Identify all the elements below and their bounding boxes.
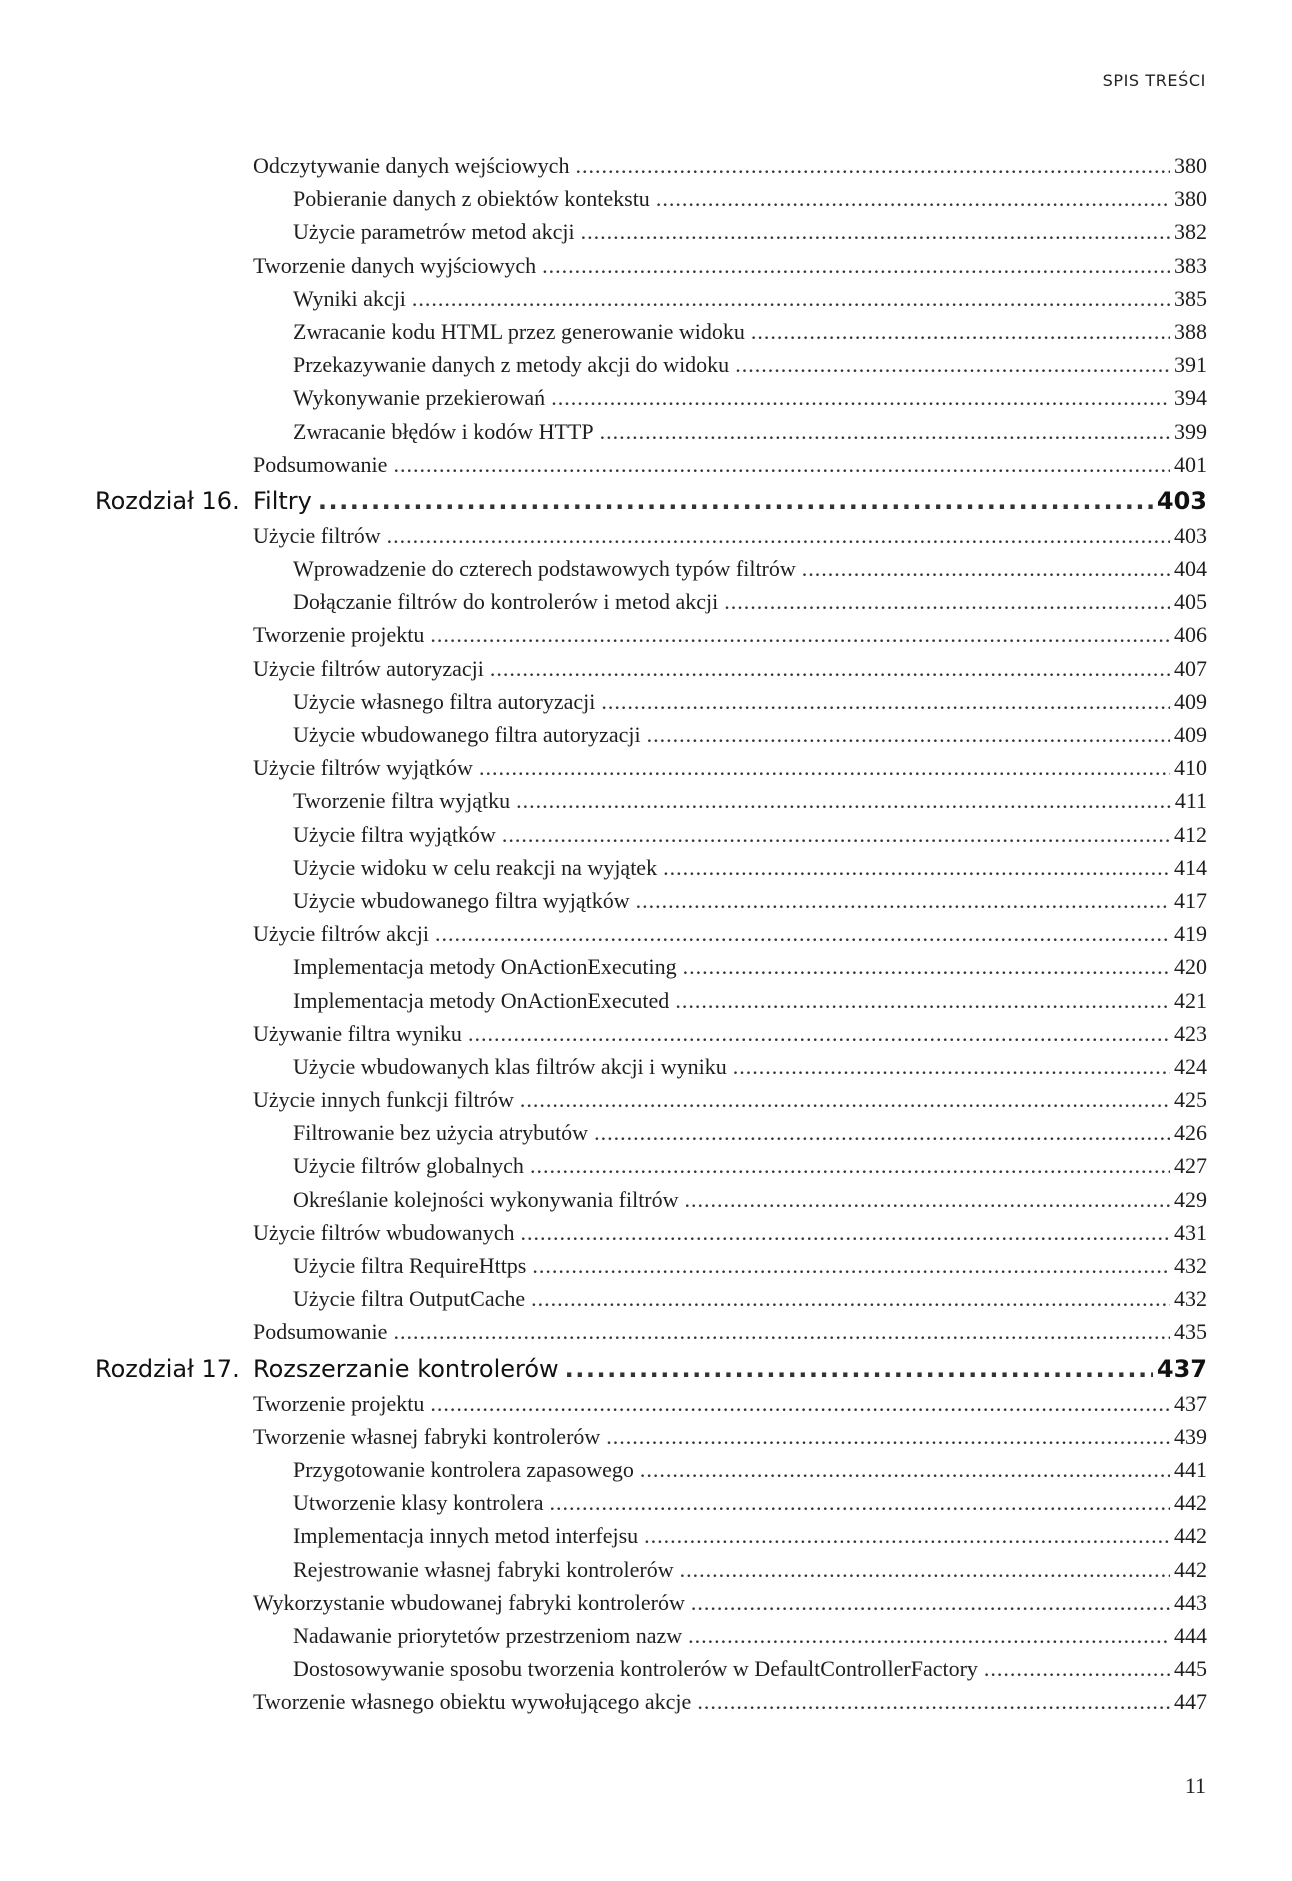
toc-entry-body <box>95 348 1207 381</box>
dot-leader <box>430 1387 1170 1420</box>
entry-title: Użycie filtra OutputCache <box>293 1286 526 1312</box>
toc-entry[interactable] <box>95 585 1207 618</box>
entry-page-number: 431 <box>1174 1219 1207 1245</box>
entry-title: Tworzenie filtra wyjątku <box>293 788 511 814</box>
toc-entry[interactable] <box>95 1420 1207 1453</box>
dot-leader <box>435 917 1170 950</box>
entry-title: Pobieranie danych z obiektów kontekstu <box>293 186 650 212</box>
entry-page-number: 394 <box>1174 385 1207 411</box>
toc-chapter-entry[interactable] <box>95 1352 1207 1386</box>
toc-entry[interactable] <box>95 1652 1207 1685</box>
toc-entry[interactable] <box>95 818 1207 851</box>
toc-entry-body <box>95 884 1207 917</box>
toc-entry[interactable] <box>95 984 1207 1017</box>
dot-leader <box>656 182 1170 215</box>
toc-entry[interactable] <box>95 348 1207 381</box>
dot-leader <box>565 1352 1153 1386</box>
toc-entry-body <box>95 1149 1207 1182</box>
toc-entry-body <box>95 685 1207 718</box>
toc-entry-body <box>95 1652 1207 1685</box>
entry-title: Użycie filtrów akcji <box>253 921 429 947</box>
toc-entry[interactable] <box>95 1453 1207 1486</box>
dot-leader <box>479 751 1170 784</box>
toc-entry-body <box>95 315 1207 348</box>
toc-entry[interactable] <box>95 1149 1207 1182</box>
dot-leader <box>680 1553 1170 1586</box>
toc-entry-body <box>95 618 1207 651</box>
toc-entry-body <box>95 1387 1207 1420</box>
toc-entry[interactable] <box>95 448 1207 481</box>
toc-entry[interactable] <box>95 182 1207 215</box>
entry-page-number: 380 <box>1174 186 1207 212</box>
toc-entry[interactable] <box>95 249 1207 282</box>
entry-title: Wprowadzenie do czterech podstawowych typów filtrów <box>293 556 796 582</box>
entry-title: Użycie własnego filtra autoryzacji <box>293 688 596 714</box>
entry-title: Użycie filtrów globalnych <box>293 1153 524 1179</box>
dot-leader <box>542 249 1170 282</box>
dot-leader <box>575 149 1170 182</box>
toc-entry[interactable] <box>95 519 1207 552</box>
toc-entry-body <box>95 950 1207 983</box>
entry-page-number: 385 <box>1174 285 1207 311</box>
toc-entry-body <box>95 585 1207 618</box>
toc-entry-body <box>95 1315 1207 1348</box>
entry-page-number: 405 <box>1174 589 1207 615</box>
entry-page-number: 391 <box>1174 352 1207 378</box>
entry-title: Użycie filtra RequireHttps <box>293 1253 527 1278</box>
entry-page-number: 437 <box>1174 1390 1207 1416</box>
dot-leader <box>647 718 1170 751</box>
toc-entry-body <box>95 519 1207 552</box>
entry-page-number: 401 <box>1174 451 1207 477</box>
dot-leader <box>685 1183 1170 1216</box>
dot-leader <box>663 851 1170 884</box>
toc-entry[interactable] <box>95 1183 1207 1216</box>
toc-entry-body <box>95 1586 1207 1619</box>
dot-leader <box>984 1652 1170 1685</box>
toc-entry[interactable] <box>95 751 1207 784</box>
dot-leader <box>691 1586 1170 1619</box>
entry-page-number: 380 <box>1174 153 1207 178</box>
toc-entry[interactable] <box>95 1017 1207 1050</box>
toc-entry-body <box>95 1083 1207 1116</box>
entry-title: Zwracanie błędów i kodów HTTP <box>293 418 594 444</box>
entry-title: Przygotowanie kontrolera zapasowego <box>293 1456 634 1482</box>
toc-chapter-entry[interactable] <box>95 484 1207 518</box>
entry-page-number: 429 <box>1174 1186 1207 1212</box>
toc-entry[interactable] <box>95 884 1207 917</box>
toc-entry[interactable] <box>95 1315 1207 1348</box>
entry-page-number: 425 <box>1174 1087 1207 1113</box>
dot-leader <box>490 652 1170 685</box>
toc-entry-body <box>95 1282 1207 1315</box>
dot-leader <box>549 1486 1170 1519</box>
chapter-title: Filtry <box>253 486 312 515</box>
dot-leader <box>606 1420 1170 1453</box>
entry-title: Użycie widoku w celu reakcji na wyjątek <box>293 854 658 880</box>
toc-entry[interactable] <box>95 1519 1207 1552</box>
dot-leader <box>318 484 1153 518</box>
toc-entry[interactable] <box>95 282 1207 315</box>
toc-entry-body <box>95 1619 1207 1652</box>
entry-page-number: 382 <box>1174 219 1207 245</box>
entry-title: Używanie filtra wyniku <box>253 1020 462 1046</box>
entry-page-number: 426 <box>1174 1120 1207 1146</box>
entry-title: Utworzenie klasy kontrolera <box>293 1490 544 1516</box>
toc-entry[interactable] <box>95 618 1207 651</box>
entry-title: Filtrowanie bez użycia atrybutów <box>293 1120 589 1146</box>
entry-title: Użycie filtrów <box>253 522 381 548</box>
toc-entry[interactable] <box>95 652 1207 685</box>
entry-page-number: 442 <box>1174 1490 1207 1516</box>
entry-page-number: 442 <box>1174 1556 1207 1582</box>
toc-entry-body <box>95 652 1207 685</box>
entry-title: Tworzenie własnego obiektu wywołującego akcje <box>253 1689 692 1715</box>
toc-entry[interactable] <box>95 1486 1207 1519</box>
toc-entry[interactable] <box>95 917 1207 950</box>
dot-leader <box>520 1216 1170 1249</box>
entry-title: Tworzenie projektu <box>253 1390 425 1416</box>
entry-page-number: 424 <box>1174 1053 1207 1079</box>
dot-leader <box>468 1017 1170 1050</box>
entry-title: Wykorzystanie wbudowanej fabryki kontrolerów <box>253 1589 685 1615</box>
entry-page-number: 403 <box>1174 522 1207 548</box>
entry-page-number: 427 <box>1174 1153 1207 1179</box>
toc-entry-body <box>253 484 1207 518</box>
entry-title: Podsumowanie <box>253 451 388 477</box>
dot-leader <box>802 552 1170 585</box>
entry-page-number: 406 <box>1174 622 1207 648</box>
entry-title: Określanie kolejności wykonywania filtrów <box>293 1186 679 1212</box>
entry-page-number: 399 <box>1174 418 1207 444</box>
entry-title: Użycie filtrów autoryzacji <box>253 655 484 681</box>
toc-entry[interactable] <box>95 1619 1207 1652</box>
toc-entry-body <box>95 1486 1207 1519</box>
toc-entry-body <box>95 1116 1207 1149</box>
toc-entry[interactable] <box>95 718 1207 751</box>
dot-leader <box>393 448 1170 481</box>
toc-entry-body <box>95 851 1207 884</box>
toc-entry[interactable] <box>95 381 1207 414</box>
toc-entry[interactable] <box>95 1586 1207 1619</box>
entry-title: Tworzenie własnej fabryki kontrolerów <box>253 1423 601 1449</box>
toc-entry-body <box>95 1183 1207 1216</box>
entry-title: Implementacja innych metod interfejsu <box>293 1523 639 1549</box>
entry-page-number: 432 <box>1174 1286 1207 1312</box>
entry-title: Użycie filtrów wbudowanych <box>253 1219 515 1245</box>
entry-page-number: 437 <box>1156 1354 1207 1383</box>
toc-entry-body <box>95 784 1207 817</box>
entry-title: Użycie wbudowanych klas filtrów akcji i wyniku <box>293 1053 727 1079</box>
entry-page-number: 444 <box>1174 1622 1207 1648</box>
toc-entry[interactable] <box>95 1249 1207 1282</box>
entry-page-number: 383 <box>1174 252 1207 278</box>
entry-title: Implementacja metody OnActionExecuting <box>293 954 677 980</box>
entry-page-number: 423 <box>1174 1020 1207 1046</box>
entry-page-number: 403 <box>1156 486 1207 515</box>
dot-leader <box>683 950 1170 983</box>
toc-entry[interactable] <box>95 1553 1207 1586</box>
toc-entry-body <box>95 1453 1207 1486</box>
toc-entry-body <box>95 1249 1207 1282</box>
dot-leader <box>640 1453 1170 1486</box>
dot-leader <box>532 1249 1170 1282</box>
toc-entry[interactable] <box>95 1387 1207 1420</box>
entry-page-number: 445 <box>1174 1656 1207 1682</box>
toc-entry-body <box>95 149 1207 182</box>
chapter-number: Rozdział 17. <box>95 1354 240 1383</box>
toc-entry-body <box>95 1553 1207 1586</box>
entry-page-number: 419 <box>1174 921 1207 947</box>
entry-page-number: 414 <box>1174 854 1207 880</box>
dot-leader <box>724 585 1170 618</box>
dot-leader <box>697 1685 1170 1718</box>
entry-title: Rejestrowanie własnej fabryki kontrolerów <box>293 1556 674 1582</box>
running-head: SPIS TREŚCI <box>1102 71 1206 90</box>
toc-entry[interactable] <box>95 1083 1207 1116</box>
entry-page-number: 407 <box>1174 655 1207 681</box>
entry-page-number: 404 <box>1174 556 1207 582</box>
entry-page-number: 439 <box>1174 1423 1207 1449</box>
dot-leader <box>733 1050 1170 1083</box>
toc-entry-body <box>95 1519 1207 1552</box>
dot-leader <box>600 415 1170 448</box>
dot-leader <box>551 381 1170 414</box>
toc-entry-body <box>95 1685 1207 1718</box>
page-number: 11 <box>1184 1773 1206 1798</box>
chapter-title: Rozszerzanie kontrolerów <box>253 1354 559 1383</box>
entry-page-number: 410 <box>1174 755 1207 781</box>
entry-page-number: 421 <box>1174 987 1207 1013</box>
toc-entry[interactable] <box>95 1216 1207 1249</box>
entry-page-number: 409 <box>1174 688 1207 714</box>
entry-page-number: 412 <box>1174 821 1207 847</box>
dot-leader <box>516 784 1171 817</box>
toc-entry[interactable] <box>95 149 1207 182</box>
toc-entry-body <box>95 448 1207 481</box>
entry-title: Użycie wbudowanego filtra autoryzacji <box>293 722 641 747</box>
toc-entry-body <box>95 182 1207 215</box>
entry-title: Dołączanie filtrów do kontrolerów i metod akcji <box>293 589 719 615</box>
toc-entry-body <box>95 718 1207 751</box>
dot-leader <box>581 215 1170 248</box>
toc-entry-body <box>95 282 1207 315</box>
entry-title: Tworzenie projektu <box>253 622 425 648</box>
entry-title: Odczytywanie danych wejściowych <box>253 153 570 178</box>
dot-leader <box>393 1315 1170 1348</box>
toc-entry-body <box>95 215 1207 248</box>
toc-entry-body <box>95 552 1207 585</box>
dot-leader <box>594 1116 1170 1149</box>
toc-entry-body <box>95 381 1207 414</box>
entry-title: Użycie filtra wyjątków <box>293 821 496 847</box>
entry-title: Wykonywanie przekierowań <box>293 385 546 411</box>
entry-page-number: 420 <box>1174 954 1207 980</box>
dot-leader <box>688 1619 1170 1652</box>
dot-leader <box>430 618 1170 651</box>
table-of-contents <box>95 149 1207 1718</box>
toc-entry[interactable] <box>95 1116 1207 1149</box>
toc-entry-body <box>253 1352 1207 1386</box>
toc-entry[interactable] <box>95 315 1207 348</box>
entry-title: Wyniki akcji <box>293 285 406 311</box>
entry-title: Dostosowywanie sposobu tworzenia kontrolerów w DefaultControllerFactory <box>293 1656 978 1682</box>
entry-page-number: 388 <box>1174 318 1207 344</box>
toc-entry[interactable] <box>95 685 1207 718</box>
toc-entry[interactable] <box>95 851 1207 884</box>
entry-title: Użycie wbudowanego filtra wyjątków <box>293 887 630 913</box>
toc-entry[interactable] <box>95 215 1207 248</box>
dot-leader <box>636 884 1170 917</box>
toc-entry[interactable] <box>95 1050 1207 1083</box>
toc-entry-body <box>95 1050 1207 1083</box>
entry-page-number: 411 <box>1174 788 1207 814</box>
toc-entry-body <box>95 917 1207 950</box>
dot-leader <box>601 685 1170 718</box>
entry-title: Użycie innych funkcji filtrów <box>253 1087 514 1113</box>
toc-entry-body <box>95 1216 1207 1249</box>
toc-entry-body <box>95 1017 1207 1050</box>
entry-title: Użycie parametrów metod akcji <box>293 219 575 245</box>
dot-leader <box>520 1083 1170 1116</box>
entry-page-number: 441 <box>1174 1456 1207 1482</box>
dot-leader <box>412 282 1170 315</box>
entry-page-number: 417 <box>1174 887 1207 913</box>
toc-entry-body <box>95 751 1207 784</box>
dot-leader <box>675 984 1170 1017</box>
entry-page-number: 435 <box>1174 1319 1207 1345</box>
entry-title: Nadawanie priorytetów przestrzeniom nazw <box>293 1622 683 1648</box>
dot-leader <box>644 1519 1170 1552</box>
toc-entry-body <box>95 249 1207 282</box>
toc-entry[interactable] <box>95 552 1207 585</box>
entry-page-number: 443 <box>1174 1589 1207 1615</box>
entry-page-number: 409 <box>1174 722 1207 747</box>
toc-entry[interactable] <box>95 415 1207 448</box>
entry-title: Podsumowanie <box>253 1319 388 1345</box>
entry-title: Implementacja metody OnActionExecuted <box>293 987 670 1013</box>
entry-title: Tworzenie danych wyjściowych <box>253 252 537 278</box>
entry-title: Przekazywanie danych z metody akcji do widoku <box>293 352 730 378</box>
dot-leader <box>387 519 1170 552</box>
toc-entry[interactable] <box>95 784 1207 817</box>
entry-title: Zwracanie kodu HTML przez generowanie widoku <box>293 318 745 344</box>
entry-page-number: 447 <box>1174 1689 1207 1715</box>
dot-leader <box>751 315 1170 348</box>
dot-leader <box>530 1149 1170 1182</box>
entry-page-number: 432 <box>1174 1253 1207 1278</box>
toc-entry-body <box>95 984 1207 1017</box>
toc-entry[interactable] <box>95 950 1207 983</box>
chapter-number: Rozdział 16. <box>95 486 240 515</box>
entry-title: Użycie filtrów wyjątków <box>253 755 473 781</box>
toc-entry[interactable] <box>95 1282 1207 1315</box>
toc-entry-body <box>95 415 1207 448</box>
toc-entry-body <box>95 1420 1207 1453</box>
dot-leader <box>531 1282 1170 1315</box>
entry-page-number: 442 <box>1174 1523 1207 1549</box>
toc-entry-body <box>95 818 1207 851</box>
dot-leader <box>735 348 1170 381</box>
toc-entry[interactable] <box>95 1685 1207 1718</box>
dot-leader <box>502 818 1170 851</box>
